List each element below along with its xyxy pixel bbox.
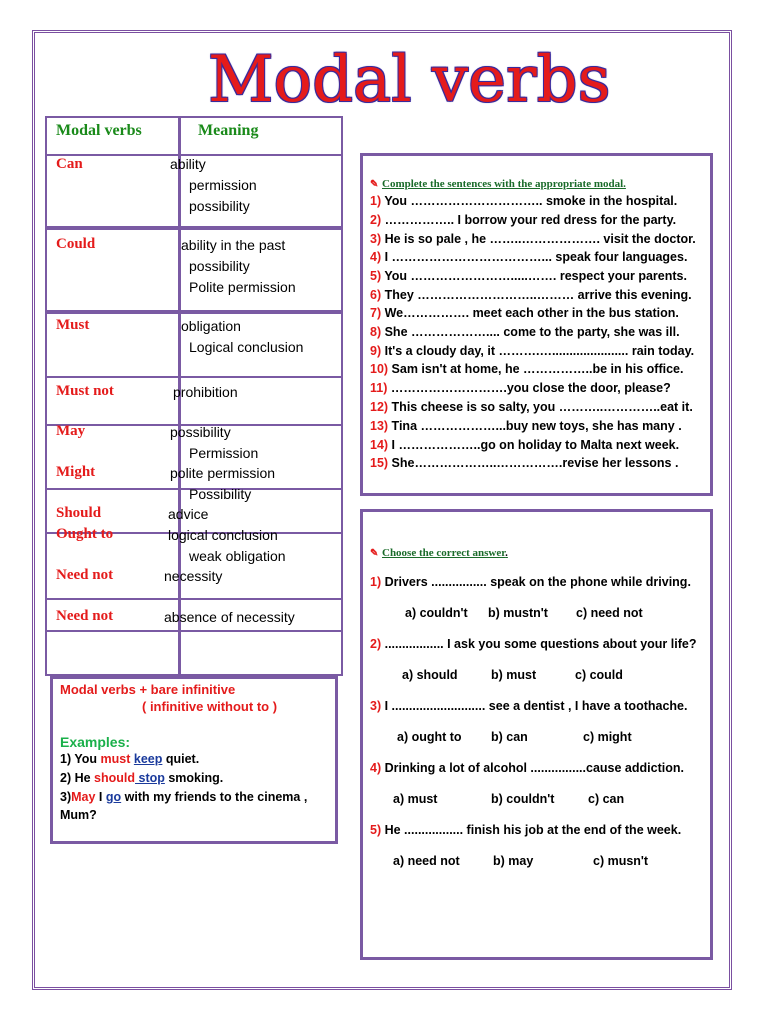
exercise-sentence: 9) It's a cloudy day, it ……….…...................... rain today. bbox=[370, 344, 695, 358]
answer-option: b) couldn't bbox=[491, 792, 555, 806]
answer-option: a) couldn't bbox=[405, 606, 468, 620]
answer-option: b) can bbox=[491, 730, 528, 744]
exercise-sentence: 15) She………………..…………….revise her lessons . bbox=[370, 456, 679, 470]
modal-may: May bbox=[56, 423, 86, 439]
meaning: logical conclusion bbox=[168, 527, 278, 543]
exercise-sentence: 10) Sam isn't at home, he ……………..be in his office. bbox=[370, 362, 684, 376]
answer-option: a) should bbox=[402, 668, 458, 682]
bullet-icon: ✎ bbox=[370, 548, 379, 559]
meaning: absence of necessity bbox=[164, 609, 295, 625]
modal-must-not: Must not bbox=[56, 383, 114, 399]
meaning: polite permission bbox=[170, 465, 276, 481]
meaning: prohibition bbox=[173, 384, 238, 400]
meaning: permission bbox=[189, 177, 257, 193]
modal-must: Must bbox=[56, 317, 90, 333]
meaning: Possibility bbox=[189, 486, 252, 502]
exercise-sentence: 6) They ………………………..……… arrive this evening. bbox=[370, 288, 692, 302]
question: 5) He ................. finish his job at the end of the week. bbox=[370, 823, 682, 837]
example-sentence: 1) You must keep quiet. bbox=[60, 752, 200, 766]
exercise-sentence: 8) She ……………….... come to the party, she was ill. bbox=[370, 325, 680, 339]
exercise-sentence: 3) He is so pale , he ……..………………. visit the doctor. bbox=[370, 232, 696, 246]
answer-option: c) could bbox=[575, 668, 623, 682]
meaning: Permission bbox=[189, 445, 259, 461]
meaning: Polite permission bbox=[189, 279, 296, 295]
rule-line: ( infinitive without to ) bbox=[142, 699, 278, 714]
modal-verbs-header: Modal verbs bbox=[56, 122, 142, 139]
exercise-sentence: 14) I ………………..go on holiday to Malta next week. bbox=[370, 438, 680, 452]
meaning: necessity bbox=[164, 568, 223, 584]
modal-should: Should bbox=[56, 505, 102, 521]
answer-option: c) need not bbox=[576, 606, 643, 620]
table-row bbox=[45, 630, 343, 676]
question: 4) Drinking a lot of alcohol ................cause addiction. bbox=[370, 761, 684, 775]
bullet-icon: ✎ bbox=[370, 179, 379, 190]
meaning: possibility bbox=[189, 198, 250, 214]
example-sentence: 3)May I go with my friends to the cinema , bbox=[60, 790, 308, 804]
rule-line: Modal verbs + bare infinitive bbox=[60, 682, 236, 697]
modal-might: Might bbox=[56, 464, 96, 480]
meaning: obligation bbox=[181, 318, 241, 334]
exercise-sentence: 11) ……………………….you close the door, please? bbox=[370, 381, 671, 395]
meaning: possibility bbox=[170, 424, 231, 440]
exercise-sentence: 1) You ………………………….. smoke in the hospital. bbox=[370, 194, 678, 208]
modal-can: Can bbox=[56, 156, 83, 172]
meaning-header: Meaning bbox=[198, 122, 259, 139]
answer-option: c) might bbox=[583, 730, 632, 744]
question: 1) Drivers ................ speak on the phone while driving. bbox=[370, 575, 691, 589]
meaning: possibility bbox=[189, 258, 250, 274]
exercise-sentence: 7) We……………. meet each other in the bus station. bbox=[370, 306, 679, 320]
answer-option: a) must bbox=[393, 792, 438, 806]
answer-option: c) musn't bbox=[593, 854, 649, 868]
meaning: advice bbox=[168, 506, 209, 522]
exercise-sentence: 5) You …………………….....……. respect your parents. bbox=[370, 269, 687, 283]
page-title: Modal verbs bbox=[208, 43, 611, 117]
modal-could: Could bbox=[56, 236, 96, 252]
example-sentence: 2) He should stop smoking. bbox=[60, 771, 224, 785]
question: 2) ................. I ask you some questions about your life? bbox=[370, 637, 697, 651]
answer-option: b) may bbox=[493, 854, 534, 868]
meaning: ability in the past bbox=[181, 237, 286, 253]
modal-need-not: Need not bbox=[56, 567, 114, 583]
exercise-2-instruction: ✎ Choose the correct answer. bbox=[370, 547, 508, 559]
exercise-sentence: 4) I ………………………………... speak four languages. bbox=[370, 250, 688, 264]
answer-option: c) can bbox=[588, 792, 625, 806]
answer-option: b) must bbox=[491, 668, 537, 682]
exercise-1-instruction: ✎ Complete the sentences with the appropriate modal. bbox=[370, 178, 626, 190]
exercise-sentence: 2) …………….. I borrow your red dress for the party. bbox=[370, 213, 677, 227]
exercise-sentence: 12) This cheese is so salty, you ………..…………..eat it. bbox=[370, 400, 693, 414]
question: 3) I ........................... see a dentist , I have a toothache. bbox=[370, 699, 688, 713]
answer-option: a) need not bbox=[393, 854, 460, 868]
answer-option: a) ought to bbox=[397, 730, 462, 744]
exercise-sentence: 13) Tina ………………...buy new toys, she has many . bbox=[370, 419, 682, 433]
example-sentence: Mum? bbox=[60, 808, 97, 822]
meaning: weak obligation bbox=[189, 548, 286, 564]
meaning: Logical conclusion bbox=[189, 339, 304, 355]
modal-need-not: Need not bbox=[56, 608, 114, 624]
examples-label: Examples: bbox=[60, 734, 131, 750]
answer-option: b) mustn't bbox=[488, 606, 548, 620]
meaning: ability bbox=[170, 156, 206, 172]
modal-ought-to: Ought to bbox=[56, 526, 114, 542]
